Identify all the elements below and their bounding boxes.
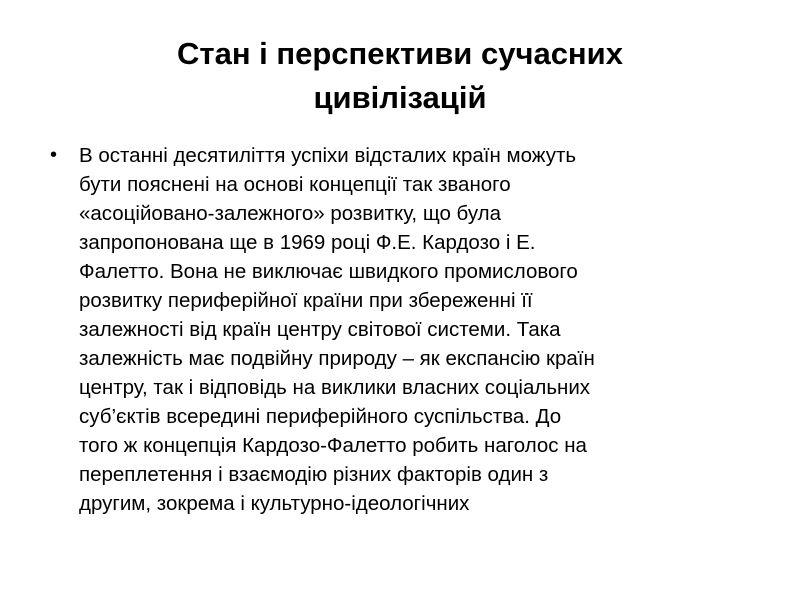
bullet-list xyxy=(50,141,770,518)
bullet-item xyxy=(50,141,770,518)
bullet-dot-icon: • xyxy=(50,144,58,166)
paragraph-line: залежності від країн центру світової системи. Така xyxy=(79,318,561,341)
paragraph-line: центру, так і відповідь на виклики власних соціальних xyxy=(79,376,591,399)
paragraph-line: «асоційовано-залежного» розвитку, що була xyxy=(79,202,502,225)
paragraph-line: того ж концепція Кардозо-Фалетто робить наголос на xyxy=(79,434,587,457)
paragraph-line: бути пояснені на основі концепції так званого xyxy=(79,173,511,196)
paragraph-line: переплетення і взаємодію різних факторів один з xyxy=(79,463,549,486)
paragraph-line: Фалетто. Вона не виключає швидкого промислового xyxy=(79,260,578,283)
paragraph-line: другим, зокрема і культурно-ідеологічних xyxy=(79,492,470,515)
slide-title xyxy=(100,32,700,120)
paragraph-line: запропонована ще в 1969 році Ф.Е. Кардозо і Е. xyxy=(79,231,536,254)
paragraph-line: розвитку периферійної країни при збереженні її xyxy=(79,289,533,312)
paragraph-line: залежність має подвійну природу – як експансію країн xyxy=(79,347,595,370)
title-line-1: Стан і перспективи сучасних xyxy=(177,36,623,71)
title-line-2: цивілізацій xyxy=(313,80,487,115)
paragraph-line: суб’єктів всередині периферійного суспільства. До xyxy=(79,405,562,428)
paragraph-line: В останні десятиліття успіхи відсталих країн можуть xyxy=(79,144,577,167)
